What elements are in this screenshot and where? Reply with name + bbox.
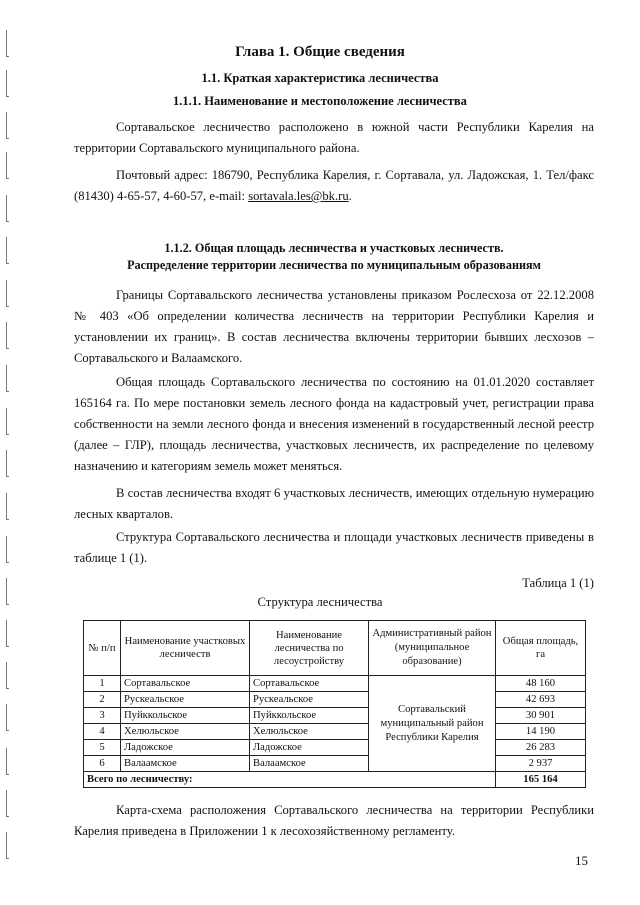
section-heading: 1.1. Краткая характеристика лесничества (201, 71, 439, 85)
total-value: 165 164 (496, 772, 586, 788)
paragraph-address: Почтовый адрес: 186790, Республика Карелия, г. Сортавала, ул. Ладожская, 1. Тел/факс (81430) 4-65-57, 4-60-57, e-mail: sortavala.les@bk.ru. (74, 168, 594, 203)
cell-name: Пуйккольское (121, 708, 250, 724)
cell-les: Валаамское (250, 756, 369, 772)
table-title: Структура лесничества (257, 595, 383, 609)
subsection-heading-area: 1.1.2. Общая площадь лесничества и участковых лесничеств. Распределение территории лесничества по муниципальным образованиям (127, 241, 541, 272)
table-label: Таблица 1 (1) (522, 576, 594, 590)
cell-les: Рускеальское (250, 692, 369, 708)
cell-area: 30 901 (496, 708, 586, 724)
table-row (84, 708, 586, 724)
cell-num: 3 (84, 708, 121, 724)
table-row (84, 756, 586, 772)
binding-margin-marks (6, 0, 20, 905)
paragraph-composition: В состав лесничества входят 6 участковых лесничеств, имеющих отдельную нумерацию лесных кварталов. (74, 486, 594, 521)
table-row (84, 692, 586, 708)
cell-name: Рускеальское (121, 692, 250, 708)
structure-table (83, 620, 586, 788)
cell-district: Сортавальский муниципальный район Республики Карелия (369, 676, 496, 772)
header-cell: Общая площадь, га (496, 621, 586, 676)
cell-name: Валаамское (121, 756, 250, 772)
cell-les: Ладожское (250, 740, 369, 756)
cell-les: Хелюльское (250, 724, 369, 740)
paragraph-area: Общая площадь Сортавальского лесничества по состоянию на 01.01.2020 составляет 165164 га. По мере постановки земель лесного фонда на кадастровый учет, регистрации права собственности на земли лесного фонда и внесения изменений в государственный лесной реестр (далее – ГЛР), площадь лесничества, участковых лесничеств, их распределение по целевому назначению и категориям земель может меняться. (74, 375, 594, 473)
paragraph-borders: Границы Сортавальского лесничества установлены приказом Рослесхоза от 22.12.2008 № 403 «Об определении количества лесничеств на территории Республики Карелия и установлении их границ». В состав лесничества включены территории бывших лесхозов – Сортавальского и Валаамского. (74, 288, 594, 365)
chapter-heading: Глава 1. Общие сведения (235, 44, 405, 60)
cell-num: 2 (84, 692, 121, 708)
header-cell: Административный район (муниципальное образование) (369, 621, 496, 676)
table-row (84, 676, 586, 692)
cell-area: 2 937 (496, 756, 586, 772)
paragraph-structure: Структура Сортавальского лесничества и площади участковых лесничеств приведены в таблице 1 (1). (74, 530, 594, 565)
total-label: Всего по лесничеству: (84, 772, 496, 788)
cell-name: Хелюльское (121, 724, 250, 740)
table-row (84, 740, 586, 756)
paragraph-map: Карта-схема расположения Сортавальского лесничества на территории Республики Карелия приведена в Приложении 1 к лесохозяйственному регламенту. (74, 803, 594, 838)
cell-les: Пуйккольское (250, 708, 369, 724)
cell-area: 42 693 (496, 692, 586, 708)
cell-num: 6 (84, 756, 121, 772)
cell-area: 26 283 (496, 740, 586, 756)
header-cell: № п/п (84, 621, 121, 676)
cell-name: Ладожское (121, 740, 250, 756)
table-total-row (84, 772, 586, 788)
cell-area: 48 160 (496, 676, 586, 692)
cell-les: Сортавальское (250, 676, 369, 692)
table-row (84, 724, 586, 740)
cell-area: 14 190 (496, 724, 586, 740)
cell-num: 4 (84, 724, 121, 740)
cell-num: 5 (84, 740, 121, 756)
email-link[interactable]: sortavala.les@bk.ru (248, 189, 349, 203)
cell-name: Сортавальское (121, 676, 250, 692)
page-number: 15 (575, 853, 588, 868)
table-header-row (84, 621, 586, 676)
subsection-heading: 1.1.1. Наименование и местоположение лесничества (173, 94, 467, 108)
header-cell: Наименование участковых лесничеств (121, 621, 250, 676)
header-cell: Наименование лесничества по лесоустройству (250, 621, 369, 676)
cell-num: 1 (84, 676, 121, 692)
paragraph-location: Сортавальское лесничество расположено в южной части Республики Карелия на территории Сортавальского муниципального района. (74, 120, 594, 155)
